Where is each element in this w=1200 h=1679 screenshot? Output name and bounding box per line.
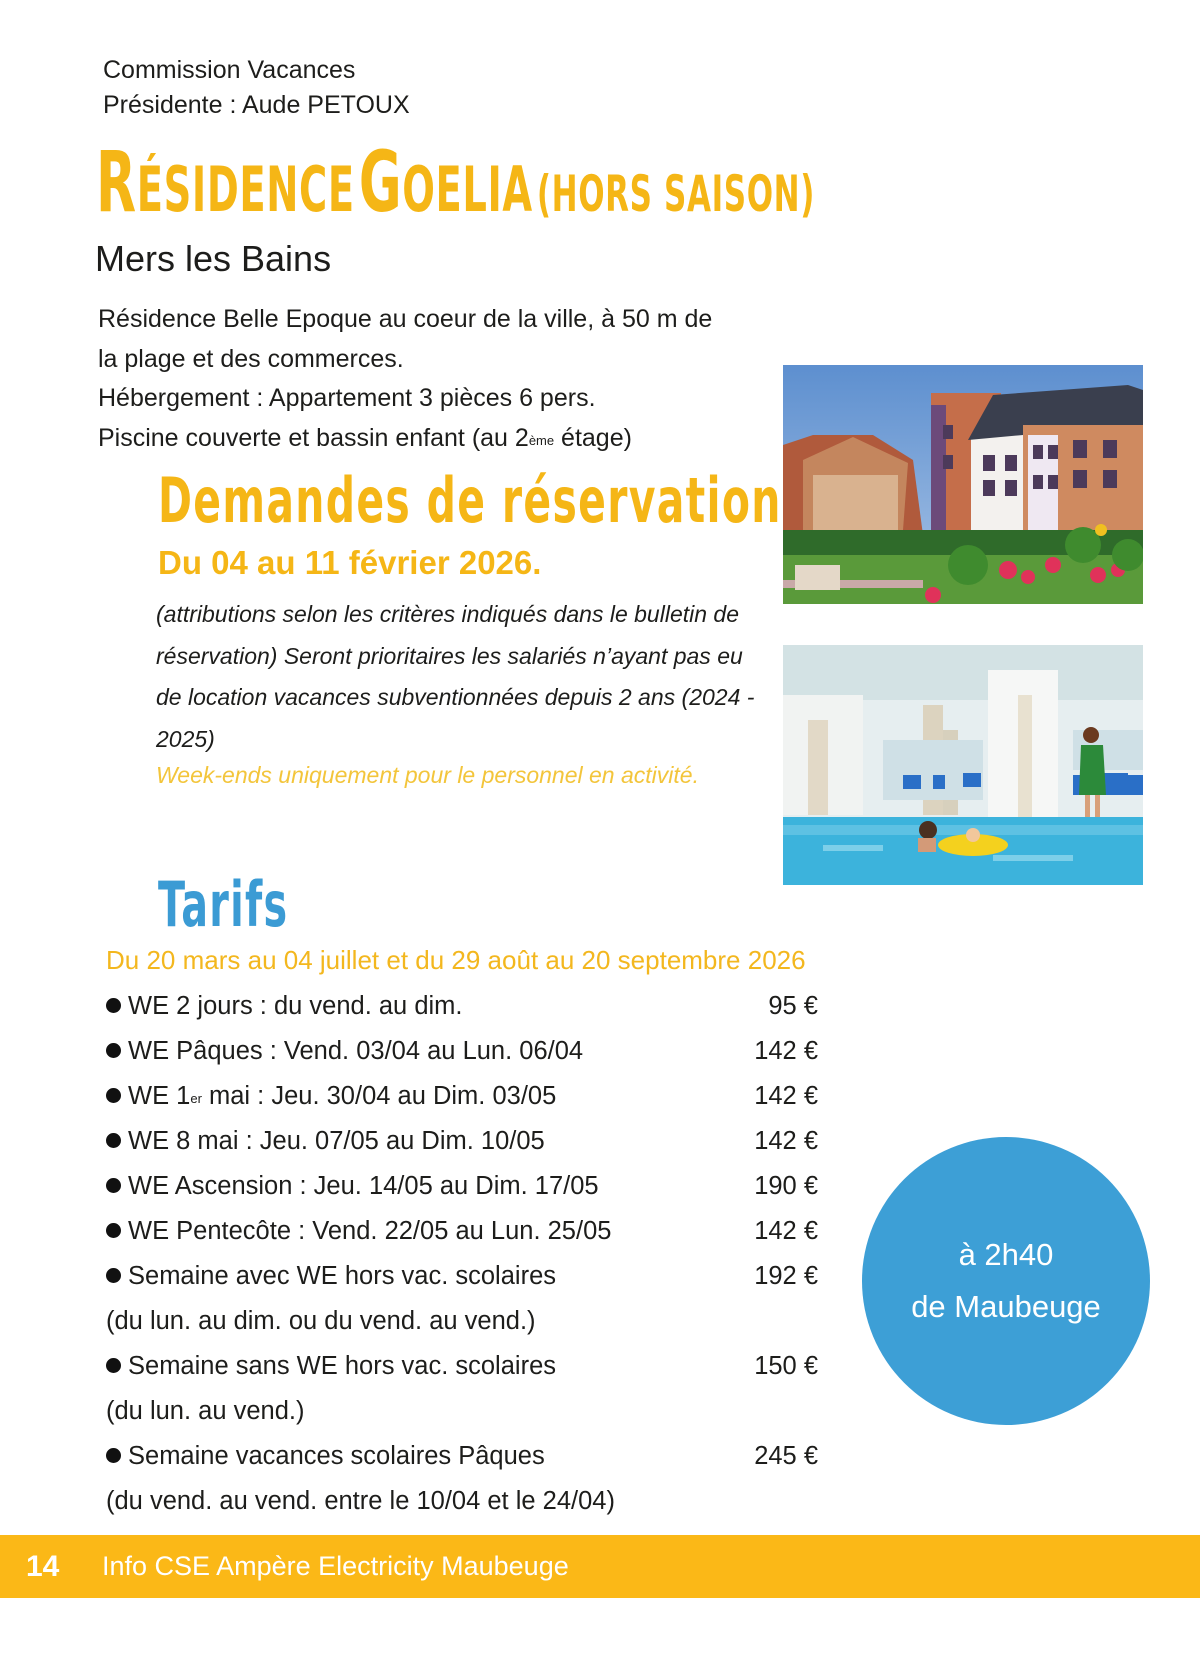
location-subtitle: Mers les Bains <box>95 238 332 279</box>
bullet-icon <box>106 1043 121 1058</box>
bullet-icon <box>106 998 121 1013</box>
rate-row-note: (du lun. au vend.) <box>106 1397 305 1425</box>
rate-row: WE 1er mai : Jeu. 30/04 au Dim. 03/05 142 € <box>106 1077 818 1122</box>
bullet-icon <box>106 1358 121 1373</box>
residence-photo <box>783 365 1143 604</box>
tarifs-heading: Tarifs <box>158 868 289 941</box>
rate-row: Semaine sans WE hors vac. scolaires 150 € <box>106 1347 818 1392</box>
rate-price: 245 € <box>754 1442 818 1470</box>
bullet-icon <box>106 1268 121 1283</box>
reservation-note: (attributions selon les critères indiqués dans le bulletin de réservation) Seront prioritaires les salariés n’ayant pas eu de location vacances subventionnées depuis 2 ans (2024 - 2025) <box>156 601 755 753</box>
page-number: 14 <box>26 1549 60 1583</box>
reservation-warning: Week-ends uniquement pour le personnel en activité. <box>156 762 699 788</box>
distance-badge <box>862 1137 1150 1425</box>
page-footer <box>0 1535 1200 1598</box>
rate-price: 142 € <box>754 1037 818 1065</box>
residence-description <box>98 300 788 458</box>
badge-line: de Maubeuge <box>911 1289 1101 1324</box>
bullet-icon <box>106 1223 121 1238</box>
rate-row: WE Pâques : Vend. 03/04 au Lun. 06/04 142 € <box>106 1032 818 1077</box>
rate-price: 192 € <box>754 1262 818 1290</box>
title-initial-g: G <box>358 133 403 231</box>
rate-row: WE 8 mai : Jeu. 07/05 au Dim. 10/05 142 € <box>106 1122 818 1167</box>
bullet-icon <box>106 1088 121 1103</box>
rates-list <box>106 987 818 1527</box>
rate-row: WE Ascension : Jeu. 14/05 au Dim. 17/05 190 € <box>106 1167 818 1212</box>
title-word-residence: ÉSIDENCE <box>136 153 355 226</box>
bullet-icon <box>106 1133 121 1148</box>
description-line: Hébergement : Appartement 3 pièces 6 pers. <box>98 384 596 412</box>
rate-price: 190 € <box>754 1172 818 1200</box>
title-initial-r: R <box>96 133 137 231</box>
reservation-dates: Du 04 au 11 février 2026. <box>158 544 542 581</box>
rate-price: 150 € <box>754 1352 818 1380</box>
bullet-icon <box>106 1178 121 1193</box>
rate-row: Semaine vacances scolaires Pâques 245 € <box>106 1437 818 1482</box>
rate-row-note: (du lun. au dim. ou du vend. au vend.) <box>106 1307 536 1335</box>
reservation-heading: Demandes de réservation <box>158 464 782 537</box>
page-title <box>96 133 816 231</box>
tarifs-period: Du 20 mars au 04 juillet et du 29 août au 20 septembre 2026 <box>106 945 806 975</box>
rate-price: 142 € <box>754 1217 818 1245</box>
rate-price: 142 € <box>754 1127 818 1155</box>
description-line: la plage et des commerces. <box>98 344 404 373</box>
title-word-goelia: OELIA <box>402 153 533 226</box>
title-suffix: (HORS SAISON) <box>536 165 816 223</box>
bullet-icon <box>106 1448 121 1463</box>
rate-price: 95 € <box>768 992 818 1020</box>
description-line: Résidence Belle Epoque au coeur de la ville, à 50 m de <box>98 305 713 333</box>
footer-publication: Info CSE Ampère Electricity Maubeuge <box>102 1551 569 1581</box>
badge-line: à 2h40 <box>958 1237 1054 1272</box>
rate-row-note: (du vend. au vend. entre le 10/04 et le 24/04) <box>106 1487 615 1515</box>
rate-row: WE 2 jours : du vend. au dim. 95 € <box>106 987 818 1032</box>
rate-row: WE Pentecôte : Vend. 22/05 au Lun. 25/05 142 € <box>106 1212 818 1257</box>
rate-price: 142 € <box>754 1082 818 1110</box>
pool-photo <box>783 645 1143 885</box>
president-name: Présidente : Aude PETOUX <box>103 91 410 119</box>
description-line: Piscine couverte et bassin enfant (au 2ème étage) <box>98 423 632 452</box>
rate-row: Semaine avec WE hors vac. scolaires 192 € <box>106 1257 818 1302</box>
commission-name: Commission Vacances <box>103 56 356 84</box>
